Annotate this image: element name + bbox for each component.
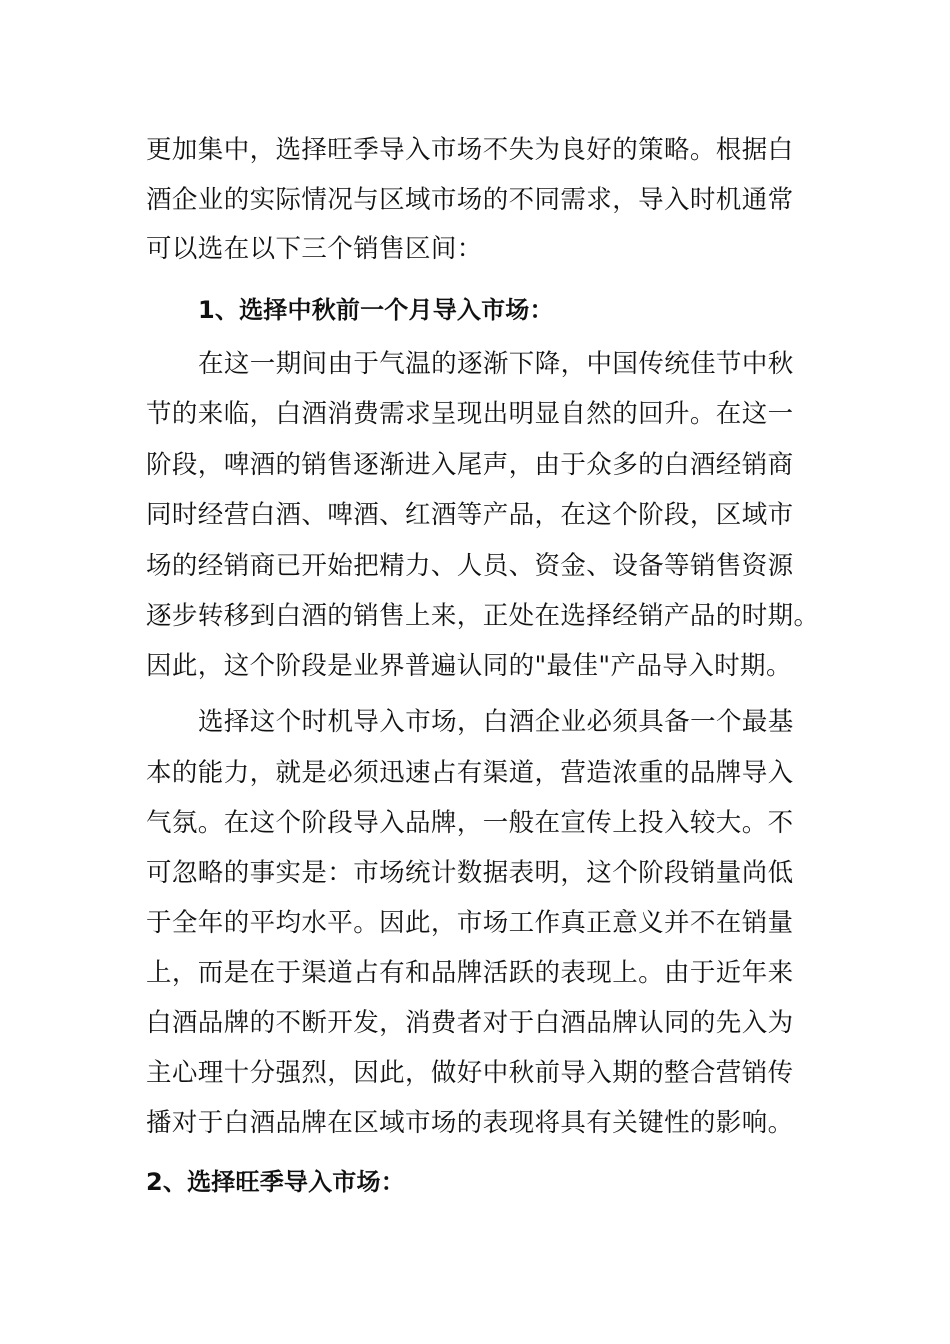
paragraph-line: 更加集中，选择旺季导入市场不失为良好的策略。根据白 (146, 135, 794, 165)
paragraph-line: 主心理十分强烈，因此，做好中秋前导入期的整合营销传 (146, 1058, 794, 1088)
paragraph-line: 选择这个时机导入市场，白酒企业必须具备一个最基 (198, 707, 794, 737)
paragraph-line: 因此，这个阶段是业界普遍认同的"最佳"产品导入时期。 (146, 651, 792, 681)
paragraph-line: 可以选在以下三个销售区间： (146, 234, 483, 264)
paragraph-line: 本的能力，就是必须迅速占有渠道，营造浓重的品牌导入 (146, 758, 794, 788)
paragraph-line: 场的经销商已开始把精力、人员、资金、设备等销售资源 (146, 551, 794, 581)
paragraph-line: 气氛。在这个阶段导入品牌，一般在宣传上投入较大。不 (146, 808, 794, 838)
paragraph-line: 酒企业的实际情况与区域市场的不同需求，导入时机通常 (146, 185, 794, 215)
paragraph-line: 在这一期间由于气温的逐渐下降，中国传统佳节中秋 (198, 349, 794, 379)
paragraph-line: 上，而是在于渠道占有和品牌活跃的表现上。由于近年来 (146, 958, 794, 988)
paragraph-line: 逐步转移到白酒的销售上来，正处在选择经销产品的时期。 (146, 601, 820, 631)
paragraph-line: 节的来临，白酒消费需求呈现出明显自然的回升。在这一 (146, 399, 794, 429)
section-heading-1: 1、选择中秋前一个月导入市场： (198, 296, 554, 324)
paragraph-line: 同时经营白酒、啤酒、红酒等产品，在这个阶段，区域市 (146, 500, 794, 530)
paragraph-line: 阶段，啤酒的销售逐渐进入尾声，由于众多的白酒经销商 (146, 450, 794, 480)
section-heading-2: 2、选择旺季导入市场： (146, 1168, 405, 1196)
paragraph-line: 可忽略的事实是：市场统计数据表明，这个阶段销量尚低 (146, 858, 794, 888)
paragraph-line: 白酒品牌的不断开发，消费者对于白酒品牌认同的先入为 (146, 1008, 794, 1038)
paragraph-line: 于全年的平均水平。因此，市场工作真正意义并不在销量 (146, 908, 794, 938)
paragraph-line: 播对于白酒品牌在区域市场的表现将具有关键性的影响。 (146, 1108, 794, 1138)
